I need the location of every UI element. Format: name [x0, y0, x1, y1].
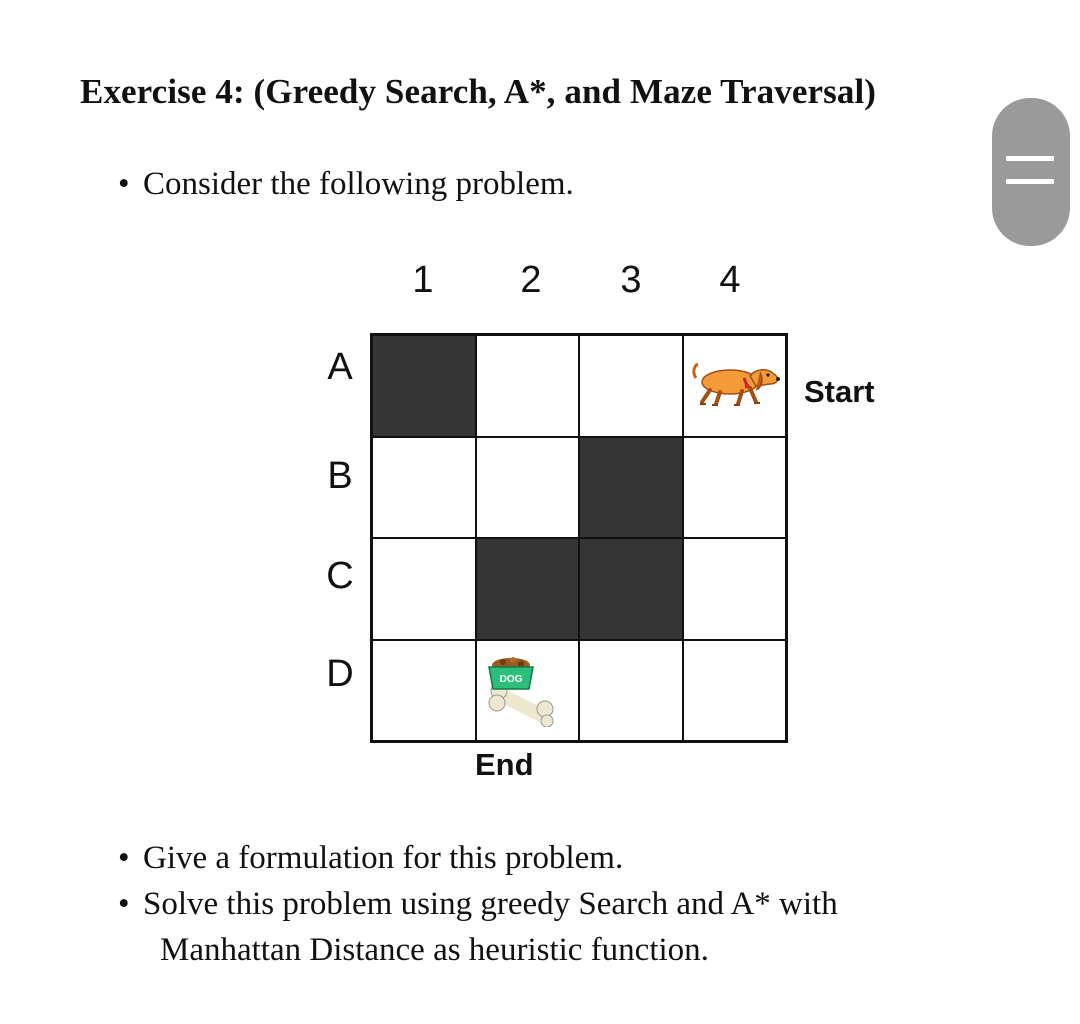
maze-wall-cell [579, 437, 683, 539]
maze-open-cell [476, 335, 580, 437]
row-label-b: B [327, 455, 353, 497]
bullet-consider [118, 166, 574, 203]
maze-open-cell [372, 437, 476, 539]
column-label-4: 4 [719, 259, 741, 301]
row-label-c: C [326, 555, 354, 597]
maze-wall-cell [476, 538, 580, 640]
bullet-text: Give a formulation for this problem. [143, 840, 624, 876]
maze-start-cell [683, 335, 787, 437]
bullet-text: Solve this problem using greedy Search and A* with [143, 886, 838, 922]
maze-open-cell [372, 640, 476, 742]
exercise-title: Exercise 4: (Greedy Search, A*, and Maze Traversal) [80, 72, 877, 111]
row-label-a: A [327, 346, 353, 388]
grip-line-icon [1006, 179, 1054, 184]
bullet-marker: • [118, 166, 130, 202]
bullet-marker: • [118, 886, 130, 922]
start-label: Start [804, 374, 875, 409]
column-label-1: 1 [412, 259, 434, 301]
maze-wall-cell [372, 335, 476, 437]
row-label-d: D [326, 653, 354, 695]
end-label: End [475, 747, 534, 782]
bullet-solve-continuation: Manhattan Distance as heuristic function. [160, 932, 709, 968]
dog-bowl-bone-icon [481, 651, 571, 727]
maze-open-cell [683, 437, 787, 539]
maze-open-cell [476, 437, 580, 539]
maze-open-cell [579, 335, 683, 437]
bullet-marker: • [118, 840, 130, 876]
maze-end-cell [476, 640, 580, 742]
bullet-solve [118, 886, 838, 923]
dog-icon [690, 358, 782, 408]
column-label-2: 2 [520, 259, 542, 301]
maze-open-cell [683, 538, 787, 640]
bullet-formulation [118, 840, 623, 877]
grip-line-icon [1006, 156, 1054, 161]
maze-open-cell [579, 640, 683, 742]
bullet-text: Consider the following problem. [143, 166, 574, 202]
maze-wall-cell [579, 538, 683, 640]
bowl-text: DOG [499, 673, 522, 685]
maze-grid [370, 333, 788, 743]
maze-open-cell [372, 538, 476, 640]
column-label-3: 3 [620, 259, 642, 301]
scroll-handle[interactable] [992, 98, 1070, 246]
maze-open-cell [683, 640, 787, 742]
